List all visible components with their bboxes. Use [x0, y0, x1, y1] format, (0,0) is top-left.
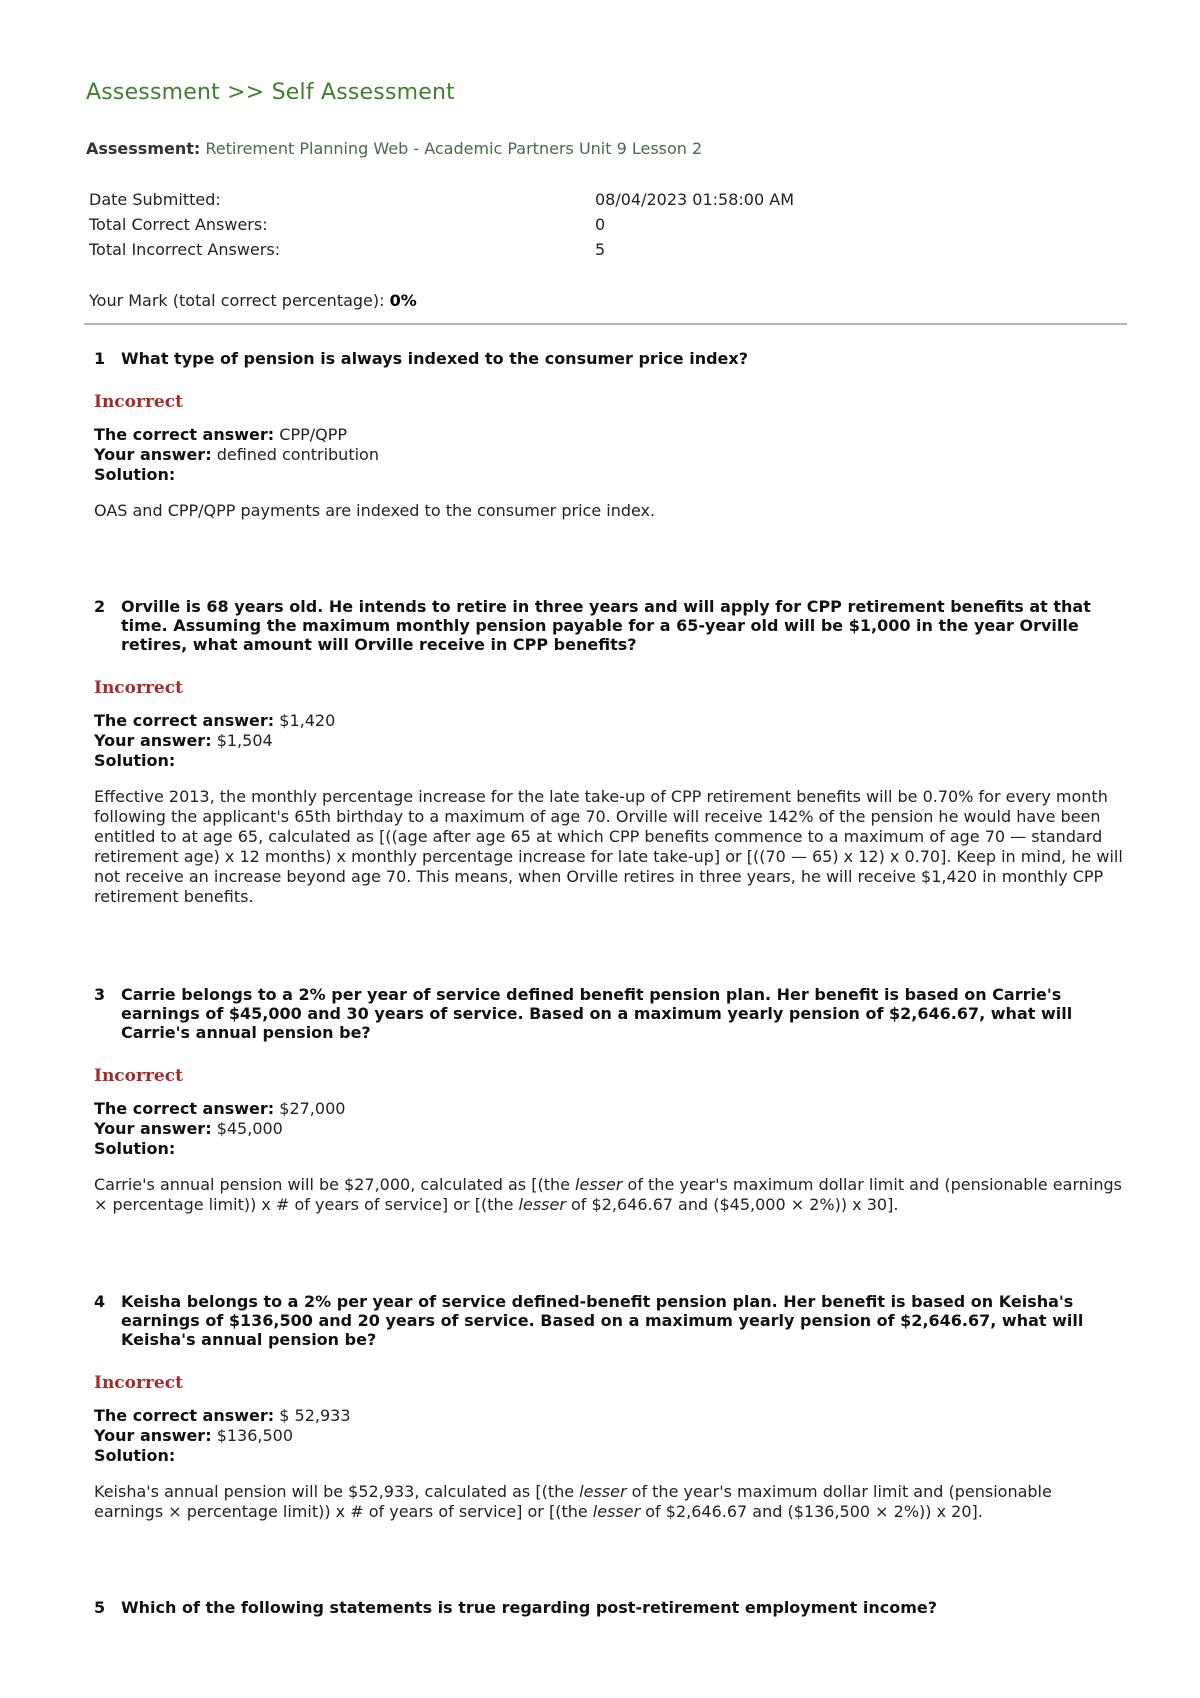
mark-label: Your Mark (total correct percentage): [89, 291, 385, 310]
correct-answer-value: $27,000 [279, 1099, 346, 1118]
your-answer-value: $45,000 [216, 1119, 283, 1138]
question-number: 4 [94, 1292, 106, 1311]
your-answer-label: Your answer: [94, 1426, 212, 1445]
mark-value: 0% [389, 291, 417, 310]
correct-answer-label: The correct answer: [94, 425, 275, 444]
result-status: Incorrect [94, 1066, 183, 1086]
your-answer-label: Your answer: [94, 731, 212, 750]
question-text: Keisha belongs to a 2% per year of service defined-benefit pension plan. Her benefit is based on Keisha's earnings of $136,500 and 20 years of service. Based on a maximum yearly pension of $2,646.67, what will Keisha's annual pension be? [121, 1292, 1084, 1349]
stat-value: 08/04/2023 01:58:00 AM [595, 190, 794, 209]
question-header [94, 349, 1124, 368]
solution-text: Effective 2013, the monthly percentage increase for the late take-up of CPP retirement benefits will be 0.70% for every month following the applicant's 65th birthday to a maximum of age 70. Orville will receive 142% of the pension he would have been entitled to at age 65, calculated as [((age after age 65 at which CPP benefits commence to a maximum of age 70 — standard retirement age) x 12 months) x monthly percentage increase for late take-up] or [((70 — 65) x 12) x 0.70]. Keep in mind, he will not receive an increase beyond age 70. This means, when Orville retires in three years, he will receive $1,420 in monthly CPP retirement benefits. [94, 787, 1123, 906]
question-header [94, 1292, 1124, 1349]
correct-answer-value: CPP/QPP [279, 425, 348, 444]
question-2 [94, 597, 1124, 907]
your-answer-label: Your answer: [94, 445, 212, 464]
solution-label: Solution: [94, 1139, 176, 1158]
breadcrumb: Assessment >> Self Assessment [86, 80, 455, 105]
question-text: Orville is 68 years old. He intends to retire in three years and will apply for CPP retirement benefits at that time. Assuming the maximum monthly pension payable for a 65-year old will be $1,000 in the year Orville retires, what amount will Orville receive in CPP benefits? [121, 597, 1091, 654]
result-status: Incorrect [94, 1373, 183, 1393]
your-answer-label: Your answer: [94, 1119, 212, 1138]
question-header [94, 1598, 1124, 1617]
question-text: Which of the following statements is true regarding post-retirement employment income? [121, 1598, 938, 1617]
question-number: 5 [94, 1598, 106, 1617]
answer-block [94, 1099, 1124, 1159]
assessment-label: Assessment: [86, 139, 201, 158]
your-answer-value: $1,504 [216, 731, 273, 750]
stat-value: 0 [595, 215, 606, 234]
question-number: 3 [94, 985, 106, 1004]
question-text: What type of pension is always indexed to the consumer price index? [121, 349, 748, 368]
question-header [94, 985, 1124, 1042]
question-4 [94, 1292, 1124, 1522]
your-answer-value: defined contribution [216, 445, 379, 464]
solution-text: Keisha's annual pension will be $52,933, calculated as [(the lesser of the year's maximum dollar limit and (pensionable earnings × percentage limit)) x # of years of service] or [(the lesser of $2,646.67 and ($136,500 × 2%)) x 20]. [94, 1482, 1052, 1521]
stat-value: 5 [595, 240, 606, 259]
solution-text: OAS and CPP/QPP payments are indexed to the consumer price index. [94, 501, 656, 520]
your-answer-value: $136,500 [216, 1426, 294, 1445]
question-number: 2 [94, 597, 106, 616]
answer-block [94, 711, 1124, 771]
question-number: 1 [94, 349, 106, 368]
correct-answer-value: $ 52,933 [279, 1406, 351, 1425]
divider [84, 323, 1127, 325]
correct-answer-value: $1,420 [279, 711, 336, 730]
solution-text: Carrie's annual pension will be $27,000, calculated as [(the lesser of the year's maximum dollar limit and (pensionable earnings × percentage limit)) x # of years of service] or [(the lesser of $2,646.67 and ($45,000 × 2%)) x 30]. [94, 1175, 1122, 1214]
correct-answer-label: The correct answer: [94, 711, 275, 730]
result-status: Incorrect [94, 392, 183, 412]
question-3 [94, 985, 1124, 1215]
question-5 [94, 1598, 1124, 1617]
solution-label: Solution: [94, 751, 176, 770]
question-1 [94, 349, 1124, 521]
question-header [94, 597, 1124, 654]
answer-block [94, 425, 1124, 485]
correct-answer-label: The correct answer: [94, 1406, 275, 1425]
stat-label: Total Incorrect Answers: [89, 240, 281, 259]
assessment-name-line [86, 139, 702, 158]
solution-label: Solution: [94, 465, 176, 484]
answer-block [94, 1406, 1124, 1466]
stat-label: Total Correct Answers: [89, 215, 268, 234]
result-status: Incorrect [94, 678, 183, 698]
your-mark [89, 291, 417, 310]
solution-label: Solution: [94, 1446, 176, 1465]
assessment-value: Retirement Planning Web - Academic Partners Unit 9 Lesson 2 [205, 139, 703, 158]
stat-label: Date Submitted: [89, 190, 221, 209]
question-text: Carrie belongs to a 2% per year of service defined benefit pension plan. Her benefit is based on Carrie's earnings of $45,000 and 30 years of service. Based on a maximum yearly pension of $2,646.67, what will Carrie's annual pension be? [121, 985, 1073, 1042]
correct-answer-label: The correct answer: [94, 1099, 275, 1118]
